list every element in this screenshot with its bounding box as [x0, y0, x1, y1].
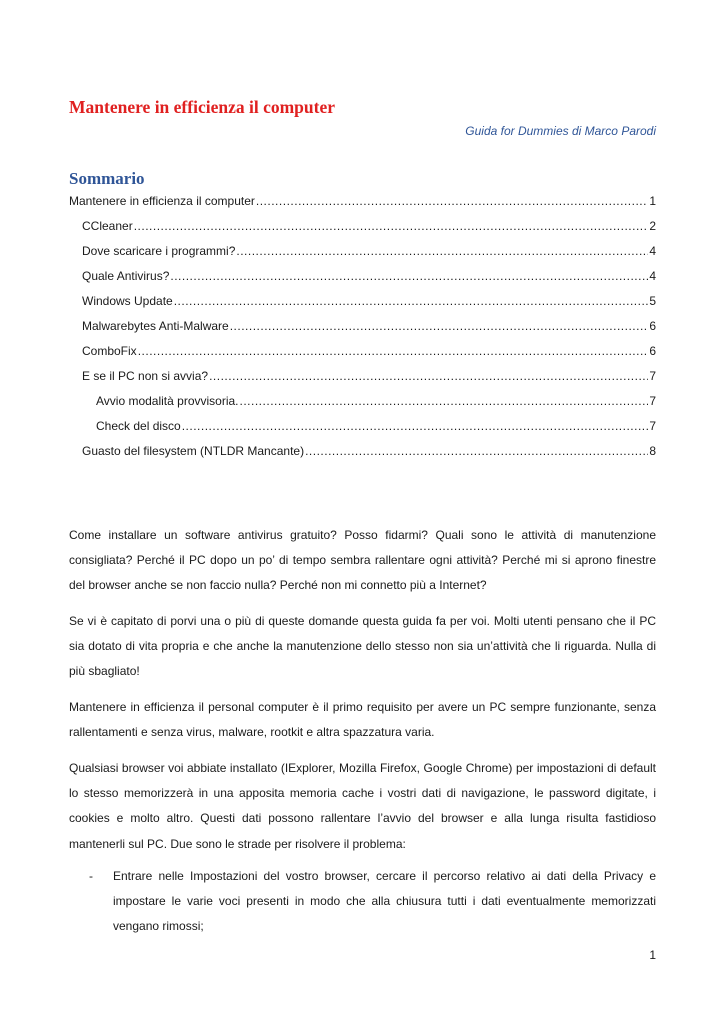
toc-entry-label: Avvio modalità provvisoria. [96, 394, 239, 408]
bullet-item [89, 864, 656, 940]
toc-entry[interactable] [82, 318, 656, 334]
toc-entry[interactable] [82, 443, 656, 459]
toc-entry-page: 7 [649, 369, 656, 383]
toc-entry[interactable] [82, 368, 656, 384]
toc-entry-page: 7 [649, 419, 656, 433]
toc-entry[interactable] [96, 418, 656, 434]
toc-leader-dots [236, 243, 648, 259]
toc-entry[interactable] [96, 393, 656, 409]
toc-entry-page: 4 [649, 244, 656, 258]
toc-entry-label: Windows Update [82, 294, 173, 308]
toc-entry-label: Guasto del filesystem (NTLDR Mancante) [82, 444, 305, 458]
toc-entry-label: ComboFix [82, 344, 137, 358]
toc-entry-page: 6 [649, 319, 656, 333]
body-paragraph: Qualsiasi browser voi abbiate installato (IExplorer, Mozilla Firefox, Google Chrome) per impostazioni di default lo stesso memorizzerà in una apposita memoria cache i vostri dati di navigazione, le password digitate, i cookies e molto altro. Questi dati possono rallentare l’avvio del browser e alla lunga risulta fastidioso mantenerli sul PC. Due sono le strade per risolvere il problema: [69, 761, 656, 851]
toc-entry-page: 7 [649, 394, 656, 408]
bullet-text: Entrare nelle Impostazioni del vostro browser, cercare il percorso relativo ai dati della Privacy e impostare le varie voci presenti in modo che alla chiusura tutti i dati eventualmente memorizzati vengano rimossi; [113, 869, 656, 934]
toc-entry[interactable] [82, 218, 656, 234]
toc-leader-dots [134, 218, 649, 234]
toc-entry-page: 8 [649, 444, 656, 458]
toc-entry-page: 1 [649, 194, 656, 208]
toc-entry-label: Quale Antivirus? [82, 269, 170, 283]
toc-leader-dots [256, 193, 648, 209]
body-paragraph: Mantenere in efficienza il personal computer è il primo requisito per avere un PC sempre funzionante, senza rallentamenti e senza virus, malware, rootkit e altra spazzatura varia. [69, 700, 656, 740]
toc-entry[interactable] [69, 193, 656, 209]
toc-leader-dots [230, 318, 649, 334]
page-number: 1 [649, 948, 656, 962]
body-paragraph: Se vi è capitato di porvi una o più di queste domande questa guida fa per voi. Molti utenti pensano che il PC sia dotato di vita propria e che anche la manutenzione dello stesso non sia un’attività che li riguarda. Nulla di più sbagliato! [69, 614, 656, 679]
document-subtitle: Guida for Dummies di Marco Parodi [465, 124, 656, 138]
toc-leader-dots [170, 268, 648, 284]
toc-entry[interactable] [82, 268, 656, 284]
toc-entry-label: Dove scaricare i programmi? [82, 244, 236, 258]
toc-entry-page: 6 [649, 344, 656, 358]
toc-entry[interactable] [82, 243, 656, 259]
body-paragraph: Come installare un software antivirus gratuito? Posso fidarmi? Quali sono le attività di manutenzione consigliata? Perché il PC dopo un po’ di tempo sembra rallentare ogni attività? Perché mi si aprono finestre del browser anche se non faccio nulla? Perché non mi connetto più a Internet? [69, 528, 656, 593]
toc-entry[interactable] [82, 293, 656, 309]
toc-leader-dots [209, 368, 648, 384]
document-title: Mantenere in efficienza il computer [69, 97, 335, 117]
toc-leader-dots [138, 343, 649, 359]
toc-heading: Sommario [69, 169, 145, 188]
toc-entry-page: 5 [649, 294, 656, 308]
toc-leader-dots [174, 293, 649, 309]
bullet-marker: - [89, 869, 93, 883]
toc-entry-label: Malwarebytes Anti-Malware [82, 319, 229, 333]
toc-leader-dots [305, 443, 648, 459]
toc-leader-dots [240, 393, 649, 409]
toc-entry-label: E se il PC non si avvia? [82, 369, 209, 383]
toc-entry-label: CCleaner [82, 219, 133, 233]
toc-entry-label: Check del disco [96, 419, 181, 433]
toc-leader-dots [182, 418, 649, 434]
toc-entry[interactable] [82, 343, 656, 359]
toc-entry-page: 4 [649, 269, 656, 283]
toc-entry-page: 2 [649, 219, 656, 233]
toc-entry-label: Mantenere in efficienza il computer [69, 194, 255, 208]
